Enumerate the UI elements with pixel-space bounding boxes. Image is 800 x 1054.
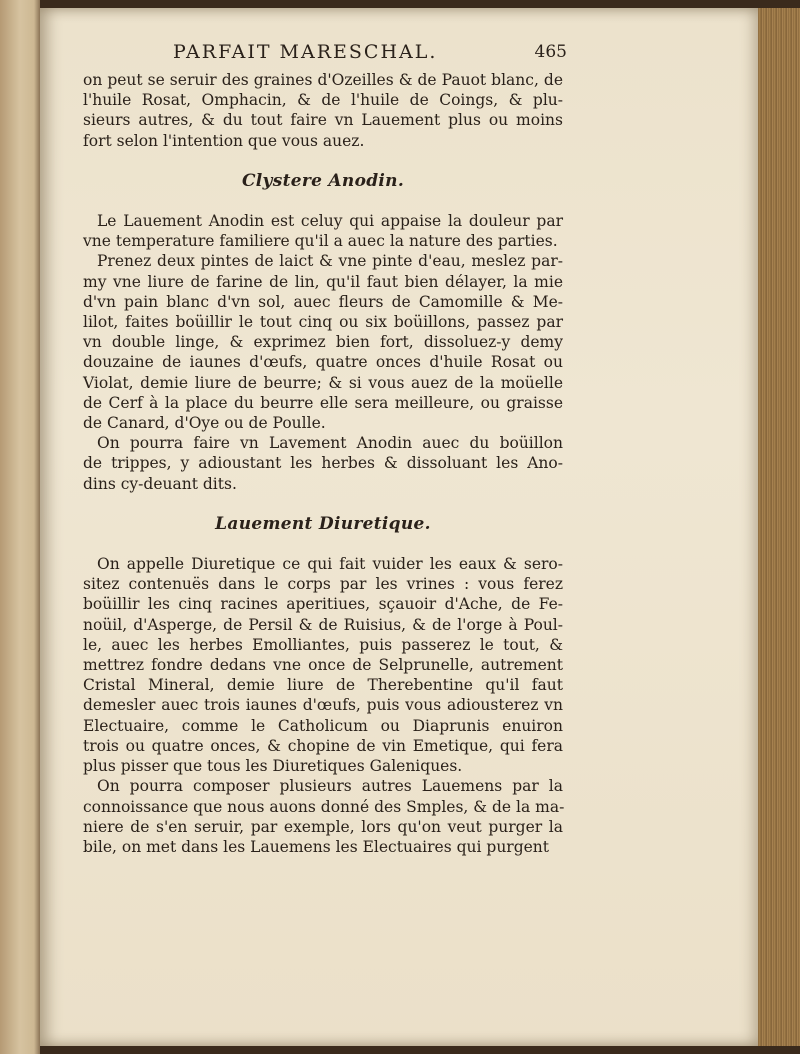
text-line: connoissance que nous auons donné des Smples, & de la ma-: [83, 797, 565, 816]
facing-page-edge: [0, 0, 40, 1054]
text-line: fort selon l'intention que vous auez.: [83, 131, 365, 150]
paragraph: [83, 70, 563, 151]
text-line: Cristal Mineral, demie liure de Therebentine qu'il faut: [83, 676, 563, 695]
text-line: Electuaire, comme le Catholicum ou Diaprunis enuiron: [83, 716, 563, 735]
section-heading: Clystere Anodin.: [241, 170, 405, 191]
page-stack-edge: [758, 8, 800, 1046]
text-line: douzaine de iaunes d'œufs, quatre onces d'huile Rosat ou: [83, 353, 563, 372]
text-line: bile, on met dans les Lauemens les Electuaires qui purgent: [83, 837, 550, 856]
text-line: mettrez fondre dedans vne once de Selprunelle, autrement: [83, 656, 563, 675]
text-line: Violat, demie liure de beurre; & si vous auez de la moüelle: [83, 373, 563, 392]
text-line: sitez contenuës dans le corps par les vrines : vous ferez: [83, 575, 563, 594]
text-line: le, auec les herbes Emolliantes, puis passerez le tout, &: [83, 635, 563, 654]
paragraph: [83, 776, 563, 857]
running-head: [83, 41, 567, 68]
running-title: PARFAIT MARESCHAL.: [173, 41, 438, 63]
text-line: de Canard, d'Oye ou de Poulle.: [83, 414, 326, 433]
text-line: on peut se seruir des graines d'Ozeilles & de Pauot blanc, de: [83, 71, 563, 89]
body-flow: [83, 70, 563, 857]
section-heading: Lauement Diuretique.: [215, 513, 431, 534]
page-text-block: [83, 41, 567, 857]
text-line: vn double linge, & exprimez bien fort, dissoluez-y demy: [83, 333, 563, 352]
text-line: sieurs autres, & du tout faire vn Lauement plus ou moins: [83, 111, 563, 130]
text-line: d'vn pain blanc d'vn sol, auec fleurs de Camomille & Me-: [83, 292, 563, 311]
text-line: noüil, d'Asperge, de Persil & de Ruisius, & de l'orge à Poul-: [83, 615, 563, 634]
text-line: Prenez deux pintes de laict & vne pinte d'eau, meslez par-: [97, 252, 563, 271]
text-line: de Cerf à la place du beurre elle sera meilleure, ou graisse: [83, 393, 563, 412]
text-line: On pourra composer plusieurs autres Lauemens par la: [97, 777, 563, 796]
text-line: lilot, faites boüillir le tout cinq ou six boüillons, passez par: [83, 313, 563, 332]
text-line: dins cy-deuant dits.: [83, 474, 237, 493]
text-line: my vne liure de farine de lin, qu'il faut bien délayer, la mie: [83, 272, 563, 291]
text-line: On pourra faire vn Lavement Anodin auec du boüillon: [97, 434, 563, 453]
text-line: l'huile Rosat, Omphacin, & de l'huile de Coings, & plu-: [83, 91, 563, 110]
paragraph: [83, 554, 563, 776]
text-line: boüillir les cinq racines aperitiues, sçauoir d'Ache, de Fe-: [83, 595, 563, 614]
text-line: niere de s'en seruir, par exemple, lors qu'on veut purger la: [83, 817, 563, 836]
paragraph: [83, 433, 563, 494]
page-number: 465: [534, 42, 567, 62]
text-line: demesler auec trois iaunes d'œufs, puis vous adiousterez vn: [83, 696, 563, 715]
paragraph: [83, 211, 563, 251]
text-line: de trippes, y adioustant les herbes & dissoluant les Ano-: [83, 454, 563, 473]
text-line: Le Lauement Anodin est celuy qui appaise la douleur par: [97, 212, 563, 231]
text-line: vne temperature familiere qu'il a auec la nature des parties.: [83, 232, 558, 251]
paragraph: [83, 251, 563, 433]
text-line: plus pisser que tous les Diuretiques Galeniques.: [83, 757, 463, 776]
text-line: On appelle Diuretique ce qui fait vuider les eaux & sero-: [97, 555, 563, 574]
text-line: trois ou quatre onces, & chopine de vin Emetique, qui fera: [83, 736, 563, 755]
